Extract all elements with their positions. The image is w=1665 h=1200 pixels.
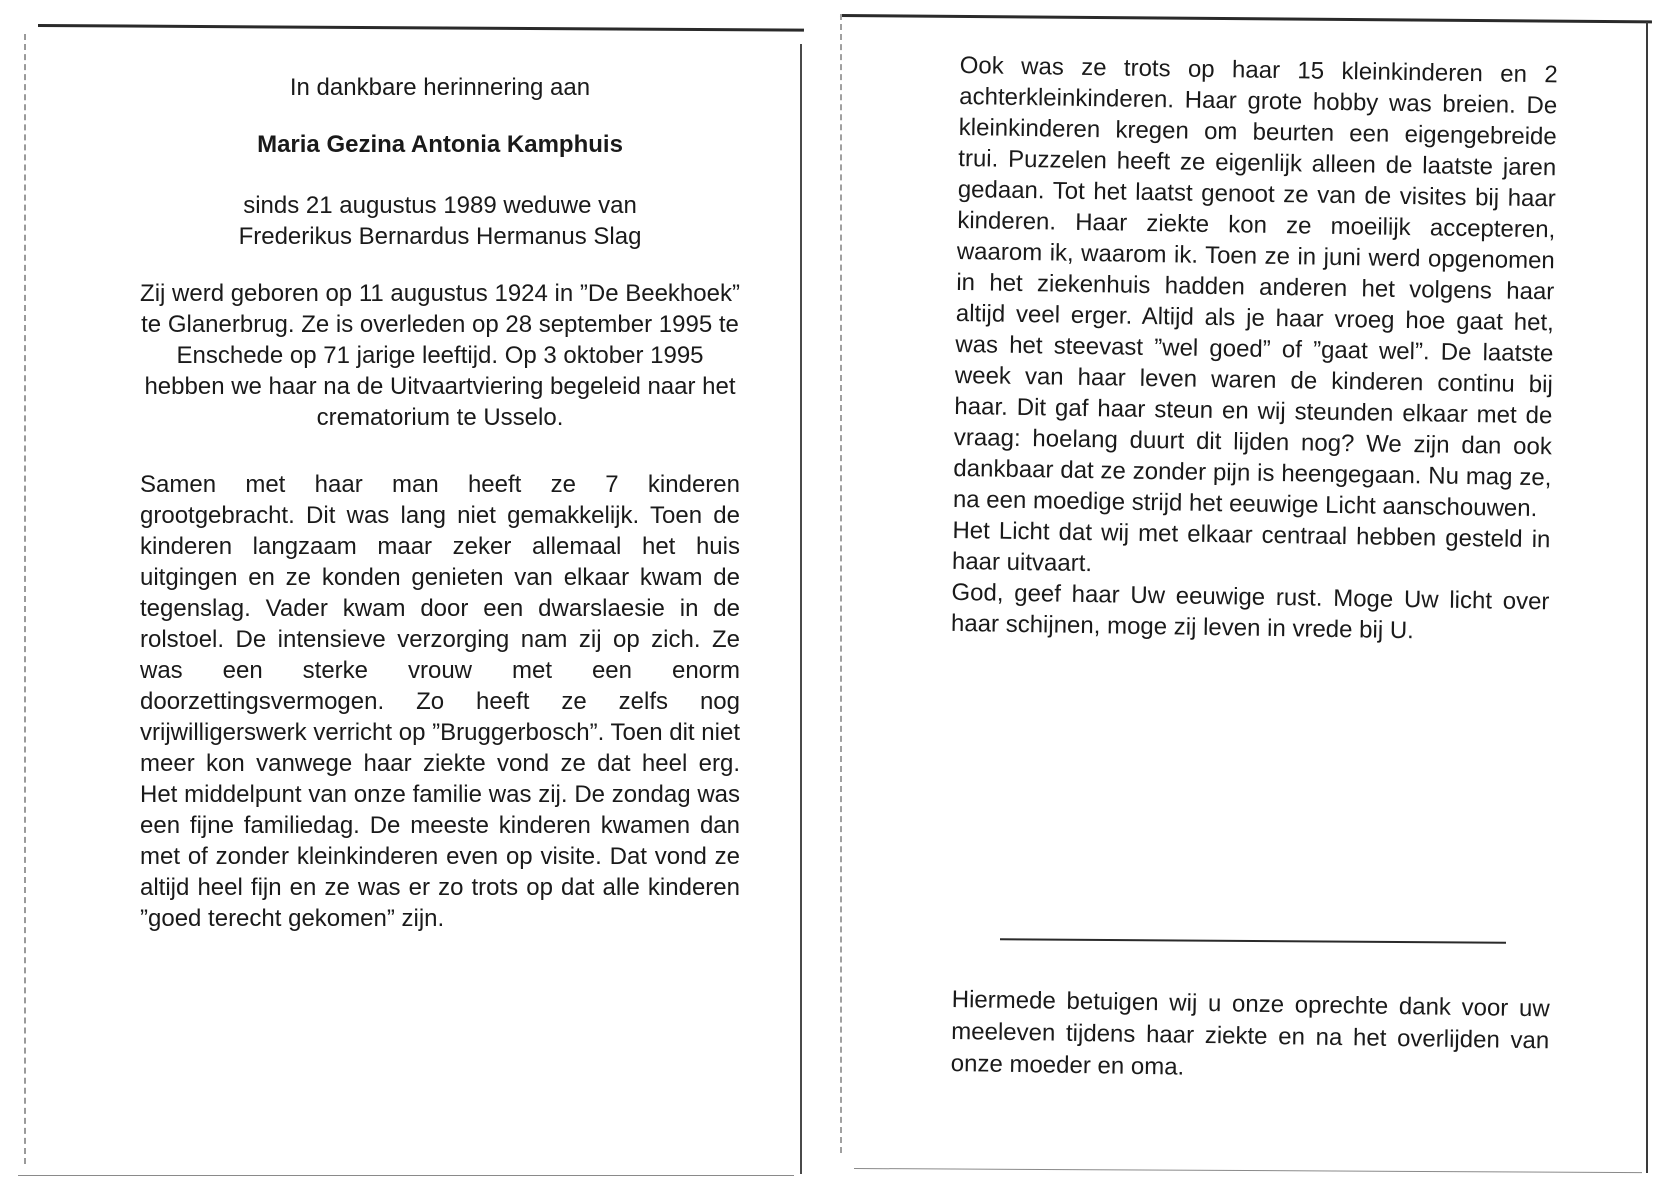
prayer-paragraph: God, geef haar Uw eeuwige rust. Moge Uw licht over haar schijnen, moge zij leven in vrede bij U. <box>950 578 1550 645</box>
left-card-top-edge <box>38 24 804 32</box>
left-card-left-edge <box>24 34 26 1164</box>
life-story-paragraph: Samen met haar man heeft ze 7 kinderen grootgebracht. Dit was lang niet gemakkelijk. Toen de kinderen langzaam maar zeker allemaal het huis uitgingen en ze konden genieten van elkaar kwam de tegenslag. Vader kwam door een dwarslaesie in de rolstoel. De intensieve verzorging nam zij op zich. Ze was een sterke vrouw met een enorm doorzettingsvermogen. Zo heeft ze zelfs nog vrijwilligerswerk verricht op ”Bruggerbosch”. Toen dit niet meer kon vanwege haar ziekte vond ze dat heel erg. Het middelpunt van onze familie was zij. De zondag was een fijne familiedag. De meeste kinderen kwamen dan met of zonder kleinkinderen even op visite. Dat vond ze altijd heel fijn en ze was er zo trots op dat alle kinderen ”goed terecht gekomen” zijn. <box>140 471 740 932</box>
thanks-paragraph: Hiermede betuigen wij u onze oprechte dank voor uw meeleven tijdens haar ziekte en na het overlijden van onze moeder en oma. <box>950 985 1550 1081</box>
family-story-paragraph: Ook was ze trots op haar 15 kleinkinderen en 2 achterkleinkinderen. Haar grote hobby was breien. De kleinkinderen kregen om beurten een eigengebreide trui. Puzzelen heeft ze eigenlijk alleen de laatste jaren gedaan. Tot het laatst genoot ze van de visites bij haar kinderen. Haar ziekte kon ze moeilijk accepteren, waarom ik, waarom ik. Toen ze in juni werd opgenomen in het ziekenhuis hadden anderen het volgens haar altijd veel erger. Altijd als je haar vroeg hoe gaat het, was het steevast ”wel goed” of ”gaat wel”. De laatste week van haar leven waren de kinderen continu bij haar. Dit gaf haar steun en wij steunden elkaar met de vraag: hoelang duurt dit lijden nog? We zijn dan ook dankbaar dat ze zonder pijn is heengegaan. Nu mag ze, na een moedige strijd het eeuwige Licht aanschouwen. <box>952 51 1558 523</box>
widow-line-2: Frederikus Bernardus Hermanus Slag <box>238 223 642 250</box>
widow-statement <box>140 190 740 252</box>
left-card-bottom-edge <box>18 1175 794 1176</box>
light-paragraph: Het Licht dat wij met elkaar centraal hebben gesteld in haar uitvaart. <box>951 516 1551 578</box>
right-card-left-edge <box>840 14 842 1153</box>
left-card-right-edge <box>800 44 802 1174</box>
birth-death-paragraph: Zij werd geboren op 11 augustus 1924 in ”De Beekhoek” te Glanerbrug. Ze is overleden op 28 september 1995 te Enschede op 71 jarige leeftijd. Op 3 oktober 1995 hebben we haar na de Uitvaartviering begeleid naar het crematorium te Usselo. <box>140 280 740 431</box>
deceased-name: Maria Gezina Antonia Kamphuis <box>257 131 623 158</box>
right-card-top-edge <box>840 14 1652 23</box>
widow-line-1: sinds 21 augustus 1989 weduwe van <box>243 192 637 219</box>
left-card-content <box>140 72 740 934</box>
right-card-right-edge <box>1646 22 1648 1173</box>
memorial-heading: In dankbare herinnering aan <box>289 74 591 101</box>
right-card-bottom-edge <box>854 1168 1642 1173</box>
right-card-content <box>951 50 1558 648</box>
